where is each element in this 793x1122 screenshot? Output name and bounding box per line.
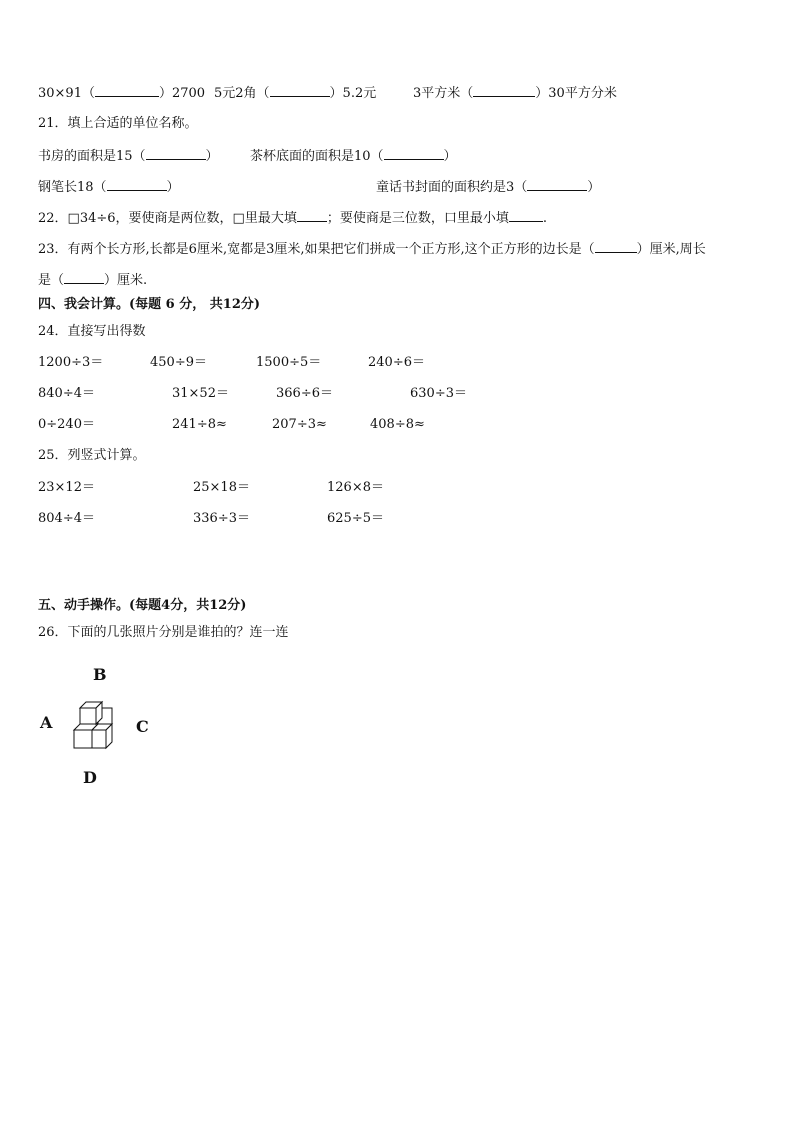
q23-line-2-b: ）厘米. <box>104 273 148 288</box>
q22-part-2: ；要使商是三位数，口里最小填 <box>326 211 509 226</box>
q21-item-b <box>250 147 457 165</box>
q23-line-2 <box>38 271 147 289</box>
section-5-title: 五、动手操作。(每题4分，共12分) <box>38 598 247 613</box>
q24-cell: 207÷3≈ <box>272 417 327 432</box>
q22-part-3: . <box>542 211 547 226</box>
q21-d-right: ） <box>587 180 601 195</box>
answer-blank[interactable] <box>297 209 327 222</box>
q22-part-1: 22．□34÷6，要使商是两位数，□里最大填 <box>38 211 297 226</box>
q23-line-1 <box>38 240 706 258</box>
compare-item-1-left: 30×91（ <box>38 86 95 101</box>
answer-blank[interactable] <box>473 84 535 97</box>
q24-cell: 241÷8≈ <box>172 417 227 432</box>
q24-cell: 630÷3＝ <box>410 386 467 401</box>
q21-a-right: ） <box>205 149 219 164</box>
q25-cell: 126×8＝ <box>327 480 384 495</box>
answer-blank[interactable] <box>270 84 330 97</box>
compare-item-2-left: 5元2角（ <box>214 86 270 101</box>
q25-cell: 336÷3＝ <box>193 511 250 526</box>
compare-item-3 <box>413 84 617 102</box>
view-label-b: B <box>93 665 107 684</box>
q26-prompt: 26．下面的几张照片分别是谁拍的？连一连 <box>38 625 289 640</box>
q23-line-2-a: 是（ <box>38 273 65 288</box>
view-label-c: C <box>136 717 149 736</box>
q25-cell: 23×12＝ <box>38 480 95 495</box>
q24-cell: 1500÷5＝ <box>256 355 322 370</box>
answer-blank[interactable] <box>146 147 206 160</box>
answer-blank[interactable] <box>95 84 159 97</box>
compare-item-3-left: 3平方米（ <box>413 86 474 101</box>
q24-cell: 31×52＝ <box>172 386 229 401</box>
q25-cell: 625÷5＝ <box>327 511 384 526</box>
q23-line-1-a: 23．有两个长方形,长都是6厘米,宽都是3厘米,如果把它们拼成一个正方形,这个正方形的边长是（ <box>38 242 595 257</box>
compare-item-1-right: ）2700 <box>158 86 206 101</box>
q24-cell: 0÷240＝ <box>38 417 95 432</box>
q21-item-d <box>376 178 600 196</box>
q21-b-left: 茶杯底面的面积是10（ <box>250 149 384 164</box>
q21-a-left: 书房的面积是15（ <box>38 149 146 164</box>
q25-cell: 25×18＝ <box>193 480 250 495</box>
q24-prompt: 24．直接写出得数 <box>38 324 146 339</box>
answer-blank[interactable] <box>595 240 637 253</box>
q25-prompt: 25．列竖式计算。 <box>38 448 146 463</box>
section-4-title: 四、我会计算。(每题 6 分， 共12分) <box>38 297 261 312</box>
q24-cell: 1200÷3＝ <box>38 355 104 370</box>
q24-cell: 240÷6＝ <box>368 355 425 370</box>
compare-item-3-right: ）30平方分米 <box>535 86 617 101</box>
q21-c-right: ） <box>166 180 180 195</box>
q21-prompt: 21．填上合适的单位名称。 <box>38 116 198 131</box>
answer-blank[interactable] <box>527 178 587 191</box>
answer-blank[interactable] <box>107 178 167 191</box>
q22 <box>38 209 547 227</box>
cube-stack-figure <box>68 696 128 756</box>
q21-item-a <box>38 147 219 165</box>
q24-cell: 840÷4＝ <box>38 386 95 401</box>
q24-cell: 450÷9＝ <box>150 355 207 370</box>
compare-item-2 <box>214 84 376 102</box>
answer-blank[interactable] <box>509 209 543 222</box>
q21-c-left: 钢笔长18（ <box>38 180 107 195</box>
answer-blank[interactable] <box>64 271 104 284</box>
q24-cell: 408÷8≈ <box>370 417 425 432</box>
q23-line-1-b: ）厘米,周长 <box>636 242 706 257</box>
q21-b-right: ） <box>443 149 457 164</box>
compare-row <box>38 84 205 102</box>
compare-item-2-right: ）5.2元 <box>329 86 377 101</box>
q21-item-c <box>38 178 180 196</box>
q25-cell: 804÷4＝ <box>38 511 95 526</box>
answer-blank[interactable] <box>384 147 444 160</box>
view-label-d: D <box>83 768 97 787</box>
q21-d-left: 童话书封面的面积约是3（ <box>376 180 528 195</box>
view-label-a: A <box>40 713 53 732</box>
q24-cell: 366÷6＝ <box>276 386 333 401</box>
